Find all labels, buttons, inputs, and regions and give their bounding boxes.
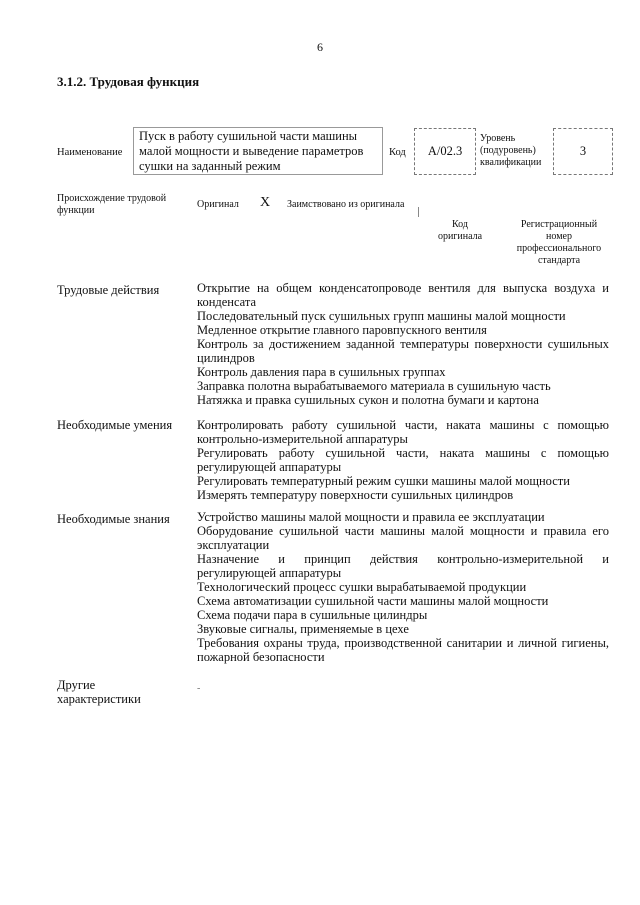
list-item: Схема подачи пара в сушильные цилиндры xyxy=(197,608,428,622)
list-item: Технологический процесс сушки вырабатываемой продукции xyxy=(197,580,527,594)
code-original-label: Код оригинала xyxy=(437,219,483,242)
other-value: - xyxy=(197,683,201,694)
list-item: Последовательный пуск сушильных групп машины малой мощности xyxy=(197,309,566,323)
list-item: Назначение и принцип действия контрольно-измерительной и регулирующей аппаратуры xyxy=(197,552,609,580)
section-title-actions: Трудовые действия xyxy=(57,283,160,297)
level-label: Уровень (подуровень) квалификации xyxy=(480,133,542,168)
section-title: 3.1.2. Трудовая функция xyxy=(57,74,200,89)
level-value: 3 xyxy=(579,144,587,158)
separator xyxy=(418,207,419,217)
name-box xyxy=(133,127,383,175)
list-item: Звуковые сигналы, применяемые в цехе xyxy=(197,622,409,636)
borrowed-label: Заимствовано из оригинала xyxy=(287,199,405,210)
level-box xyxy=(553,128,613,175)
list-item: Контроль давления пара в сушильных группах xyxy=(197,365,446,379)
page-number: 6 xyxy=(317,40,323,54)
name-line-1: Пуск в работу сушильной части машины xyxy=(139,129,358,143)
list-item: Устройство машины малой мощности и правила ее эксплуатации xyxy=(197,510,545,524)
list-item: Оборудование сушильной части машины малой мощности и правила его эксплуатации xyxy=(197,524,609,552)
list-item: Регулировать работу сушильной части, наката машины с помощью регулирующей аппаратуры xyxy=(197,446,609,474)
list-item: Заправка полотна вырабатываемого материала в сушильную часть xyxy=(197,379,551,393)
list-item: Схема автоматизации сушильной части машины малой мощности xyxy=(197,594,549,608)
original-label: Оригинал xyxy=(197,199,239,210)
section-title-knowledge: Необходимые знания xyxy=(57,512,170,526)
code-value: А/02.3 xyxy=(427,144,463,158)
list-item: Открытие на общем конденсатопроводе вентиля для выпуска воздуха и конденсата xyxy=(197,281,609,309)
list-item: Контроль за достижением заданной температуры поверхности сушильных цилиндров xyxy=(197,337,609,365)
name-label: Наименование xyxy=(57,147,123,158)
code-box xyxy=(414,128,476,175)
list-item: Регулировать температурный режим сушки машины малой мощности xyxy=(197,474,570,488)
code-label: Код xyxy=(389,147,406,158)
section-title-other: Другие характеристики xyxy=(57,678,141,706)
list-item: Медленное открытие главного паровпускного вентиля xyxy=(197,323,487,337)
origin-label: Происхождение трудовой функции xyxy=(57,193,167,216)
list-item: Натяжка и правка сушильных сукон и полотна бумаги и картона xyxy=(197,393,539,407)
section-title-skills: Необходимые умения xyxy=(57,418,173,432)
skills-list xyxy=(197,418,609,502)
name-line-2: малой мощности и выведение параметров xyxy=(139,144,364,158)
name-line-3: сушки на заданный режим xyxy=(139,159,281,173)
reg-number-label: Регистрационный номер профессионального стандарта xyxy=(516,219,602,266)
list-item: Требования охраны труда, производственной санитарии и личной гигиены, пожарной безопасности xyxy=(197,636,609,664)
list-item: Измерять температуру поверхности сушильных цилиндров xyxy=(197,488,514,502)
original-mark: X xyxy=(260,195,271,210)
list-item: Контролировать работу сушильной части, наката машины с помощью контрольно-измерительной аппаратуры xyxy=(197,418,609,446)
actions-list xyxy=(197,281,609,407)
knowledge-list xyxy=(197,510,609,664)
